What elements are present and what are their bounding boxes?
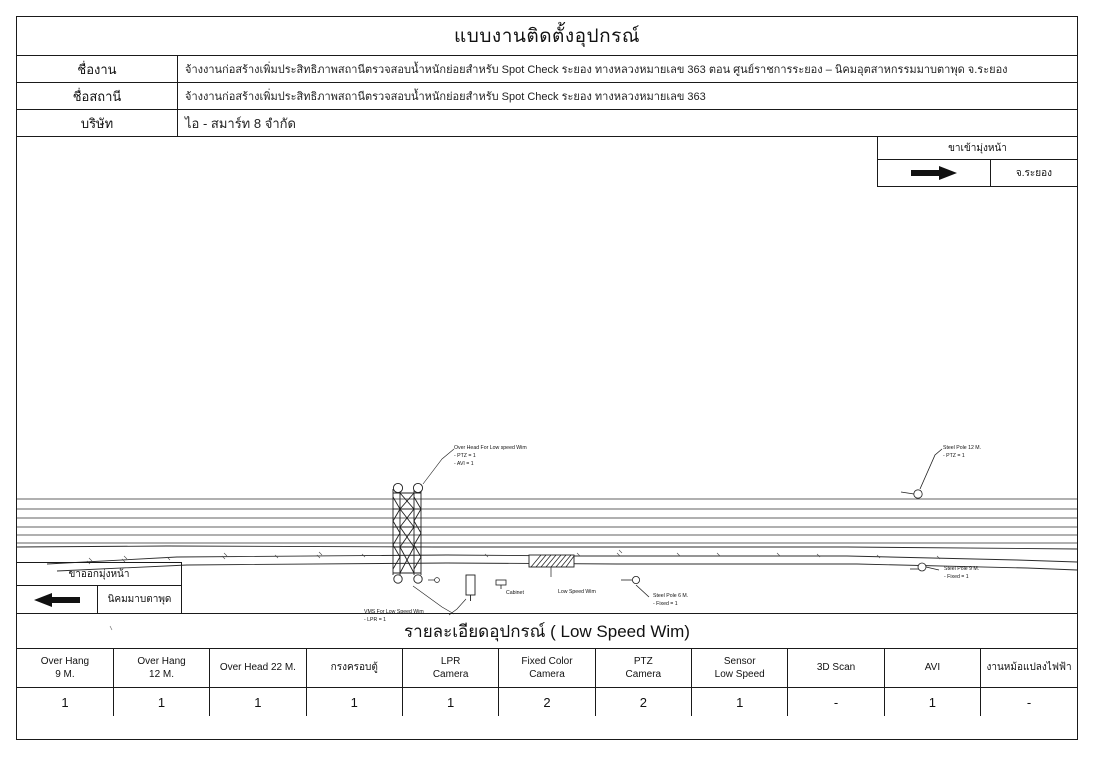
info-value-job-name: จ้างงานก่อสร้างเพิ่มประสิทธิภาพสถานีตรวจสอบน้ำหนักย่อยสำหรับ Spot Check ระยอง ทางหลวงหมายเลข 363 ตอน ศูนย์ราชการระยอง – นิคมอุตสาหกรรมมาบตาพุด จ.ระยอง xyxy=(185,64,1008,76)
table-header-row xyxy=(17,649,1077,688)
column-fixed-color-camera-label: Fixed Color Camera xyxy=(521,655,573,680)
annotation-steel-pole-6 xyxy=(653,593,688,609)
annotation-cabinet-line1: Cabinet xyxy=(506,590,524,596)
equipment-table xyxy=(17,649,1077,716)
direction-indicator-inbound xyxy=(877,137,1077,187)
info-row-station-name xyxy=(17,83,1077,110)
column-fixed-color-camera xyxy=(499,649,595,688)
direction-inbound-destination: จ.ระยอง xyxy=(1015,167,1053,179)
column-transformer-work xyxy=(981,649,1077,688)
column-avi xyxy=(884,649,980,688)
info-label-job-name: ชื่องาน xyxy=(17,56,178,82)
annotation-low-speed-wim xyxy=(558,589,596,597)
direction-indicator-outbound xyxy=(17,562,182,613)
annotation-steel-pole-12 xyxy=(943,445,981,461)
direction-outbound-destination: นิคมมาบตาพุด xyxy=(107,594,172,605)
table-row xyxy=(17,688,1077,717)
annotation-overhead xyxy=(454,445,527,468)
annotation-low-speed-wim-line1: Low Speed Wim xyxy=(558,589,596,595)
value-avi: 1 xyxy=(884,688,980,717)
column-3d-scan-label: 3D Scan xyxy=(816,662,856,674)
column-transformer-work-label: งานหม้อแปลงไฟฟ้า xyxy=(986,662,1072,674)
arrow-right-icon xyxy=(878,160,991,186)
column-ptz-camera-label: PTZ Camera xyxy=(625,655,662,680)
value-cage-cover: 1 xyxy=(306,688,402,717)
annotation-steel-pole-6-line1: Steel Pole 6 M. xyxy=(653,593,689,599)
annotation-overhead-line3: - AVI = 1 xyxy=(454,460,474,467)
column-cage-cover xyxy=(306,649,402,688)
info-row-job-name xyxy=(17,56,1077,83)
value-over-hang-12: 1 xyxy=(113,688,209,717)
direction-inbound-caption: ขาเข้ามุ่งหน้า xyxy=(878,137,1077,160)
column-over-head-22-label: Over Head 22 M. xyxy=(219,662,296,674)
value-sensor-low-speed: 1 xyxy=(692,688,788,717)
column-avi-label: AVI xyxy=(924,662,941,674)
column-over-hang-9-label: Over Hang 9 M. xyxy=(40,655,90,680)
annotation-steel-pole-9-line1: Steel Pole 9 M. xyxy=(944,566,980,572)
drawing-area xyxy=(17,137,1077,623)
column-sensor-low-speed-label: Sensor Low Speed xyxy=(714,655,765,680)
annotation-overhead-line1: Over Head For Low speed Wim xyxy=(454,445,527,451)
annotation-vms-line2: - LPR = 1 xyxy=(364,616,387,623)
annotation-vms xyxy=(364,609,424,625)
column-ptz-camera xyxy=(595,649,691,688)
annotation-steel-pole-9-line2: - Fixed = 1 xyxy=(944,573,969,580)
arrow-left-icon xyxy=(17,586,98,613)
column-over-hang-9 xyxy=(17,649,113,688)
arrow-left-glyph xyxy=(34,593,80,607)
direction-outbound-caption: ขาออกมุ่งหน้า xyxy=(17,563,181,586)
value-over-head-22: 1 xyxy=(210,688,306,717)
info-label-station-name: ชื่อสถานี xyxy=(17,83,178,109)
info-label-company: บริษัท xyxy=(17,110,178,136)
annotation-steel-pole-12-line2: - PTZ = 1 xyxy=(943,452,965,459)
value-transformer-work: - xyxy=(1026,694,1032,710)
direction-outbound-body xyxy=(17,586,181,613)
info-row-company xyxy=(17,110,1077,137)
arrow-right-glyph xyxy=(911,166,957,180)
direction-inbound-body xyxy=(878,160,1077,186)
drawing-sheet xyxy=(16,16,1078,740)
column-sensor-low-speed xyxy=(692,649,788,688)
value-ptz-camera: 2 xyxy=(595,688,691,717)
equipment-detail-title: รายละเอียดอุปกรณ์ ( Low Speed Wim) xyxy=(17,614,1077,649)
column-lpr-camera xyxy=(402,649,498,688)
annotation-overhead-line2: - PTZ = 1 xyxy=(454,452,476,459)
column-over-hang-12 xyxy=(113,649,209,688)
info-value-station-name: จ้างงานก่อสร้างเพิ่มประสิทธิภาพสถานีตรวจสอบน้ำหนักย่อยสำหรับ Spot Check ระยอง ทางหลวงหมายเลข 363 xyxy=(185,91,706,103)
site-elevation-drawing xyxy=(17,137,1077,613)
annotation-steel-pole-12-line1: Steel Pole 12 M. xyxy=(943,445,982,451)
column-lpr-camera-label: LPR Camera xyxy=(432,655,469,680)
column-over-head-22 xyxy=(210,649,306,688)
page-title: แบบงานติดตั้งอุปกรณ์ xyxy=(454,26,640,47)
annotation-steel-pole-9 xyxy=(944,566,979,582)
column-cage-cover-label: กรงครอบตู้ xyxy=(330,662,378,674)
value-fixed-color-camera: 2 xyxy=(499,688,595,717)
value-over-hang-9: 1 xyxy=(17,688,113,717)
info-value-company: ไอ - สมาร์ท 8 จำกัด xyxy=(185,115,296,131)
annotation-vms-line1: VMS For Low Speed Wim xyxy=(364,609,424,615)
annotation-steel-pole-6-line2: - Fixed = 1 xyxy=(653,600,678,607)
value-3d-scan: - xyxy=(788,688,884,717)
column-over-hang-12-label: Over Hang 12 M. xyxy=(137,655,186,680)
sheet-title-row xyxy=(17,17,1077,56)
value-lpr-camera: 1 xyxy=(402,688,498,717)
annotation-cabinet xyxy=(506,590,524,598)
column-3d-scan xyxy=(788,649,884,688)
